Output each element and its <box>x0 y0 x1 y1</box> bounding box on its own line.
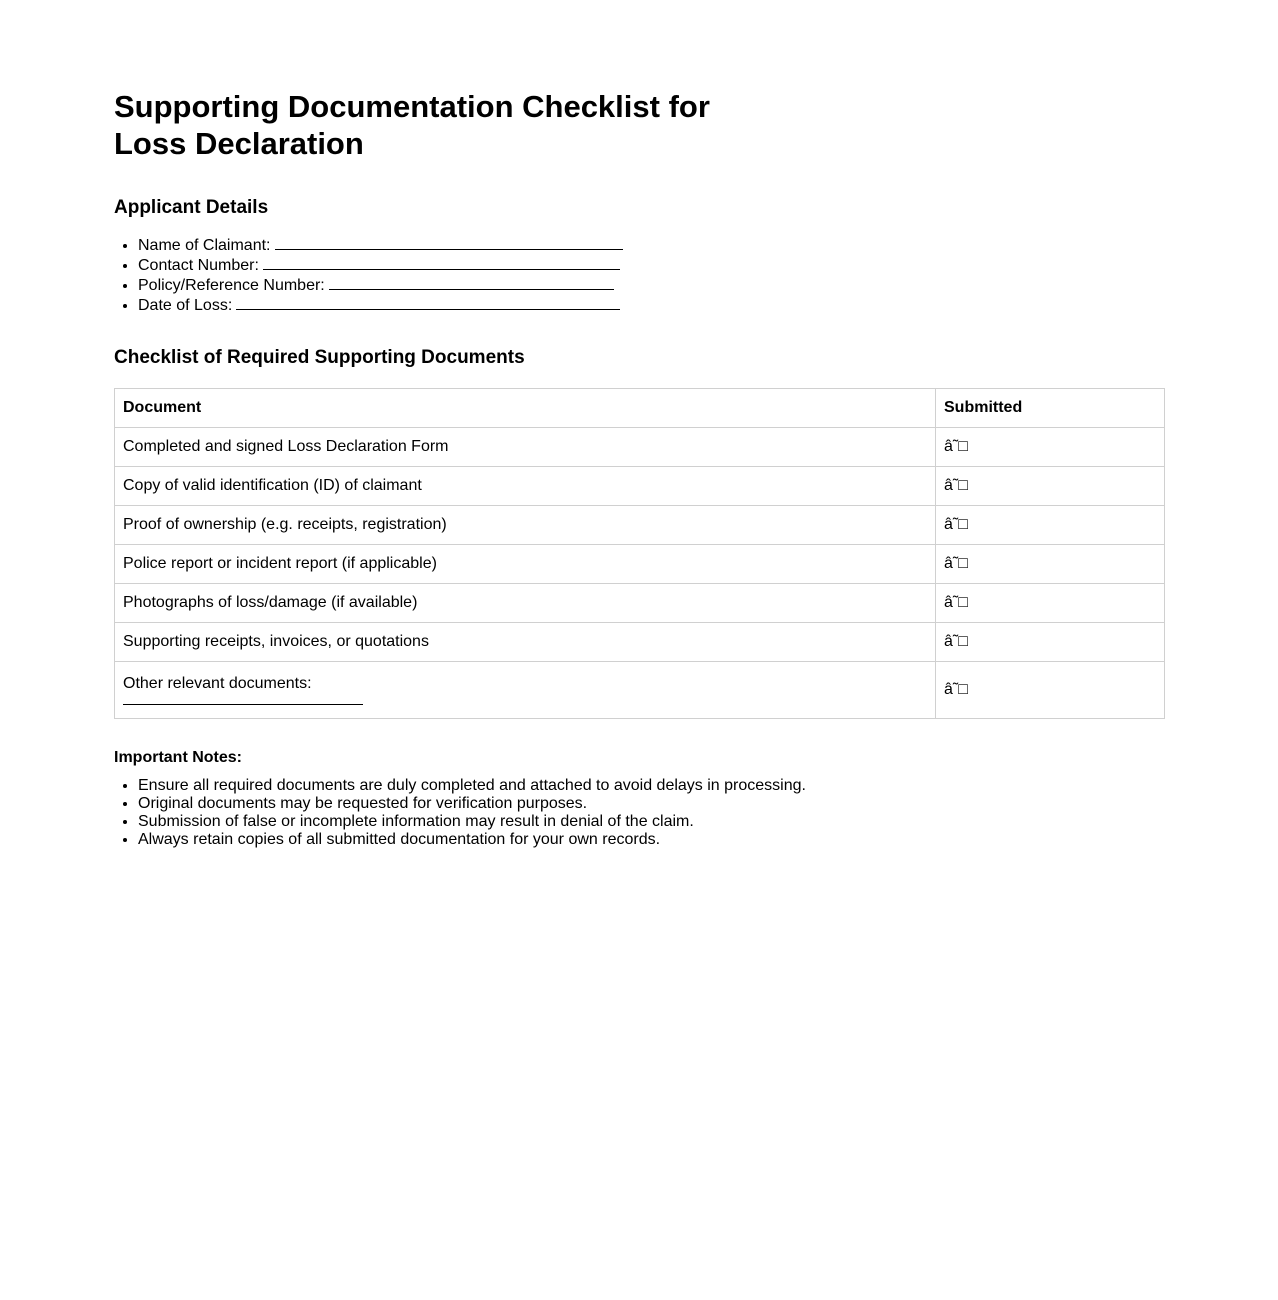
document-page <box>114 88 1164 849</box>
applicant-details-heading: Applicant Details <box>114 197 269 218</box>
date-of-loss-blank[interactable] <box>236 295 620 310</box>
table-row <box>115 662 1165 719</box>
document-cell: Police report or incident report (if applicable) <box>115 545 936 584</box>
applicant-details-list <box>114 235 1164 315</box>
submitted-checkbox[interactable]: â˜□ <box>936 428 1165 467</box>
submitted-checkbox[interactable]: â˜□ <box>936 584 1165 623</box>
submitted-checkbox[interactable]: â˜□ <box>936 623 1165 662</box>
document-cell: Supporting receipts, invoices, or quotations <box>115 623 936 662</box>
other-documents-blank[interactable] <box>123 694 363 705</box>
checklist-heading: Checklist of Required Supporting Documents <box>114 347 525 368</box>
field-contact-number <box>138 255 1164 275</box>
field-label: Contact Number: <box>138 257 259 274</box>
field-label: Policy/Reference Number: <box>138 277 325 294</box>
document-cell: Copy of valid identification (ID) of claimant <box>115 467 936 506</box>
document-cell: Completed and signed Loss Declaration Form <box>115 428 936 467</box>
checklist-table <box>114 388 1165 719</box>
field-policy-reference-number <box>138 275 1164 295</box>
field-label: Date of Loss: <box>138 297 233 314</box>
document-cell-other <box>115 662 936 719</box>
table-row <box>115 506 1165 545</box>
document-cell: Proof of ownership (e.g. receipts, registration) <box>115 506 936 545</box>
field-name-of-claimant <box>138 235 1164 255</box>
note-item: • Ensure all required documents are duly completed and attached to avoid delays in processing. <box>138 777 1164 795</box>
table-row <box>115 584 1165 623</box>
policy-reference-number-blank[interactable] <box>329 275 614 290</box>
important-notes-list <box>114 777 1164 849</box>
name-of-claimant-blank[interactable] <box>275 235 623 250</box>
document-cell: Photographs of loss/damage (if available) <box>115 584 936 623</box>
submitted-checkbox[interactable]: â˜□ <box>936 662 1165 719</box>
note-item: • Submission of false or incomplete information may result in denial of the claim. <box>138 813 1164 831</box>
submitted-checkbox[interactable]: â˜□ <box>936 545 1165 584</box>
other-documents-label: Other relevant documents: <box>123 675 312 692</box>
column-header-submitted: Submitted <box>936 389 1165 428</box>
submitted-checkbox[interactable]: â˜□ <box>936 467 1165 506</box>
table-row <box>115 623 1165 662</box>
note-item: • Always retain copies of all submitted documentation for your own records. <box>138 831 1164 849</box>
field-date-of-loss <box>138 295 1164 315</box>
column-header-document: Document <box>115 389 936 428</box>
table-row <box>115 467 1165 506</box>
page-title: Supporting Documentation Checklist for Loss Declaration <box>114 89 710 161</box>
contact-number-blank[interactable] <box>263 255 620 270</box>
table-row <box>115 545 1165 584</box>
note-item: • Original documents may be requested for verification purposes. <box>138 795 1164 813</box>
table-header-row <box>115 389 1165 428</box>
table-row <box>115 428 1165 467</box>
submitted-checkbox[interactable]: â˜□ <box>936 506 1165 545</box>
important-notes-heading: Important Notes: <box>114 749 242 766</box>
field-label: Name of Claimant: <box>138 237 271 254</box>
